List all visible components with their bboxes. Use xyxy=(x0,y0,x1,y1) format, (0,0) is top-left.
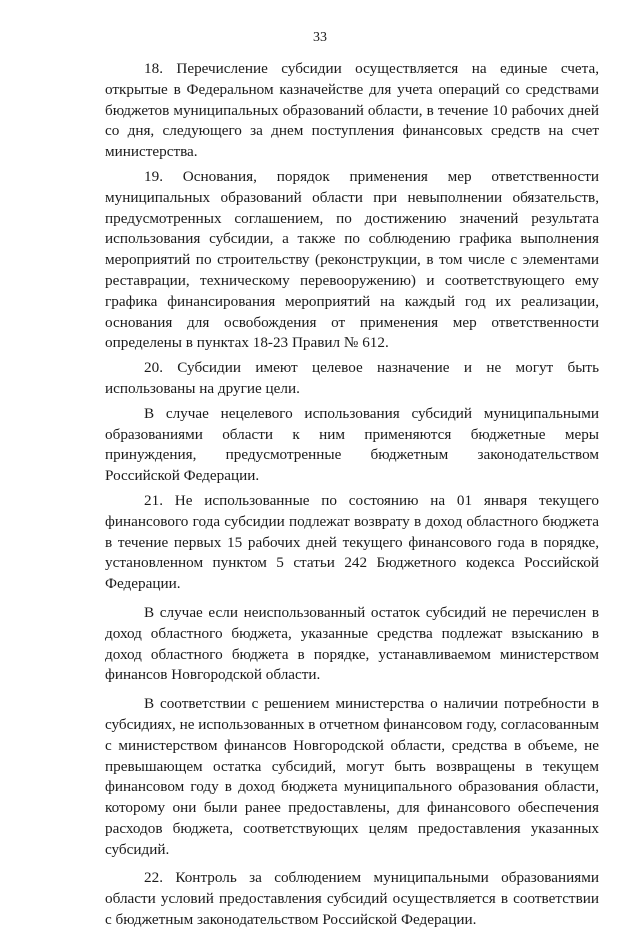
paragraph-20: 20. Субсидии имеют целевое назначение и не могут быть использованы на другие цели. xyxy=(105,359,599,397)
document-body xyxy=(105,59,599,931)
paragraph-22: 22. Контроль за соблюдением муниципальными образованиями области условий предоставления субсидий осуществляется в соответствии с бюджетным законодательством Российской Федерации. xyxy=(105,869,599,929)
paragraph-19: 19. Основания, порядок применения мер ответственности муниципальных образований области при невыполнении обязательств, предусмотренных соглашением, по достижению значений результата использования субсидии, а также по соблюдению графика выполнения мероприятий по строительству (реконструкции, в том числе с элементами реставрации, техническому перевооружению) и соответствующего ему графика финансирования мероприятий на каждый год их реализации, основания для освобождения от применения мер ответственности определены в пунктах 18-23 Правил № 612. xyxy=(105,167,599,352)
paragraph-20-misuse: В случае нецелевого использования субсидий муниципальными образованиями области к ним применяются бюджетные меры принуждения, предусмотренные бюджетным законодательством Российской Федерации. xyxy=(105,404,599,485)
paragraph-21: 21. Не использованные по состоянию на 01 января текущего финансового года субсидии подлежат возврату в доход областного бюджета в течение первых 15 рабочих дней текущего финансового года в порядке, установленном пунктом 5 статьи 242 Бюджетного кодекса Российской Федерации. xyxy=(105,491,599,593)
page-number: 33 xyxy=(313,30,327,45)
paragraph-21-recovery: В случае если неиспользованный остаток субсидий не перечислен в доход областного бюджета, указанные средства подлежат взысканию в доход областного бюджета в порядке, устанавливаемом министерством финансов Новгородской области. xyxy=(105,603,599,684)
paragraph-21-return: В соответствии с решением министерства о наличии потребности в субсидиях, не использованных в отчетном финансовом году, согласованным с министерством финансов Новгородской области, средства в объеме, не превышающем остатка субсидий, могут быть возвращены в текущем финансовом году в доход бюджета муниципального образования области, которому они были ранее предоставлены, для финансового обеспечения расходов бюджета, соответствующих целям предоставления указанных субсидий. xyxy=(105,695,599,858)
paragraph-18: 18. Перечисление субсидии осуществляется на единые счета, открытые в Федеральном казначействе для учета операций со средствами бюджетов муниципальных образований области, в течение 10 рабочих дней со дня, следующего за днем поступления финансовых средств на счет министерства. xyxy=(105,60,599,161)
